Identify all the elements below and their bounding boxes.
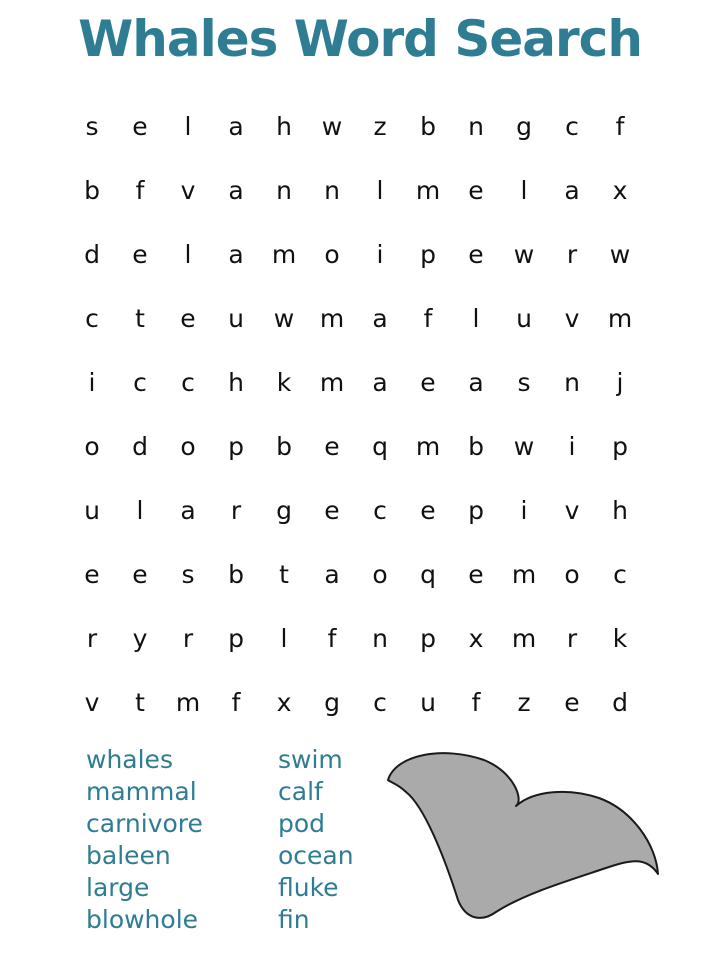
grid-letter-cell[interactable]: b bbox=[420, 111, 436, 141]
grid-letter-cell[interactable]: d bbox=[132, 431, 148, 461]
grid-letter-cell[interactable]: b bbox=[468, 431, 484, 461]
grid-letter-cell[interactable]: f bbox=[135, 175, 145, 205]
grid-letter-cell[interactable]: o bbox=[324, 239, 340, 269]
grid-letter-cell[interactable]: s bbox=[181, 559, 195, 589]
grid-letter-cell[interactable]: m bbox=[511, 559, 537, 589]
grid-letter-cell[interactable]: a bbox=[228, 239, 244, 269]
grid-letter-cell[interactable]: u bbox=[516, 303, 532, 333]
word-list-item: blowhole bbox=[86, 905, 199, 934]
word-list-item: large bbox=[86, 873, 150, 902]
word-list-item: fluke bbox=[278, 873, 339, 902]
grid-letter-cell[interactable]: f bbox=[423, 303, 433, 333]
grid-letter-cell[interactable]: r bbox=[230, 495, 242, 525]
grid-letter-cell[interactable]: a bbox=[372, 303, 388, 333]
grid-letter-cell[interactable]: r bbox=[182, 623, 194, 653]
grid-letter-cell[interactable]: c bbox=[373, 687, 387, 717]
fluke-shape bbox=[388, 753, 658, 918]
grid-letter-cell[interactable]: b bbox=[228, 559, 244, 589]
grid-letter-cell[interactable]: l bbox=[376, 175, 384, 205]
grid-letter-cell[interactable]: p bbox=[228, 623, 244, 653]
grid-letter-cell[interactable]: e bbox=[84, 559, 100, 589]
word-list-item: calf bbox=[278, 777, 323, 806]
grid-letter-cell[interactable]: n bbox=[276, 175, 292, 205]
grid-letter-cell[interactable]: w bbox=[513, 431, 535, 461]
grid-letter-cell[interactable]: u bbox=[228, 303, 244, 333]
grid-letter-cell[interactable]: k bbox=[612, 623, 628, 653]
grid-letter-cell[interactable]: c bbox=[181, 367, 195, 397]
grid-letter-cell[interactable]: v bbox=[180, 175, 196, 205]
grid-letter-cell[interactable]: h bbox=[276, 111, 292, 141]
grid-letter-cell[interactable]: l bbox=[472, 303, 480, 333]
grid-letter-cell[interactable]: i bbox=[88, 367, 96, 397]
word-list-item: pod bbox=[278, 809, 326, 838]
grid-letter-cell[interactable]: h bbox=[612, 495, 628, 525]
word-list-item: fin bbox=[278, 905, 310, 934]
grid-letter-cell[interactable]: c bbox=[565, 111, 579, 141]
grid-letter-cell[interactable]: i bbox=[520, 495, 528, 525]
grid-letter-cell[interactable]: r bbox=[566, 623, 578, 653]
grid-letter-cell[interactable]: l bbox=[136, 495, 144, 525]
grid-letter-cell[interactable]: d bbox=[612, 687, 628, 717]
page-title: Whales Word Search bbox=[78, 10, 642, 68]
grid-letter-cell[interactable]: l bbox=[184, 111, 192, 141]
word-list-item: mammal bbox=[86, 777, 197, 806]
grid-letter-cell[interactable]: s bbox=[517, 367, 531, 397]
grid-letter-cell[interactable]: n bbox=[564, 367, 580, 397]
grid-letter-cell[interactable]: m bbox=[319, 367, 345, 397]
grid-letter-cell[interactable]: n bbox=[324, 175, 340, 205]
grid-letter-cell[interactable]: e bbox=[420, 367, 436, 397]
grid-letter-cell[interactable]: c bbox=[613, 559, 627, 589]
grid-letter-cell[interactable]: e bbox=[324, 431, 340, 461]
grid-letter-cell[interactable]: e bbox=[468, 175, 484, 205]
grid-letter-cell[interactable]: e bbox=[180, 303, 196, 333]
grid-letter-cell[interactable]: z bbox=[373, 111, 387, 141]
grid-letter-cell[interactable]: n bbox=[468, 111, 484, 141]
grid-letter-cell[interactable]: z bbox=[517, 687, 531, 717]
grid-letter-cell[interactable]: w bbox=[609, 239, 631, 269]
grid-letter-cell[interactable]: m bbox=[271, 239, 297, 269]
grid-letter-cell[interactable]: g bbox=[324, 687, 340, 717]
grid-letter-cell[interactable]: f bbox=[615, 111, 625, 141]
grid-letter-cell[interactable]: t bbox=[135, 303, 145, 333]
grid-letter-cell[interactable]: u bbox=[420, 687, 436, 717]
grid-letter-cell[interactable]: m bbox=[415, 431, 441, 461]
grid-letter-cell[interactable]: w bbox=[321, 111, 343, 141]
grid-letter-cell[interactable]: t bbox=[279, 559, 289, 589]
grid-letter-cell[interactable]: r bbox=[566, 239, 578, 269]
grid-letter-cell[interactable]: o bbox=[372, 559, 388, 589]
grid-letter-cell[interactable]: w bbox=[273, 303, 295, 333]
grid-letter-cell[interactable]: l bbox=[520, 175, 528, 205]
word-list-item: ocean bbox=[278, 841, 354, 870]
grid-letter-cell[interactable]: f bbox=[231, 687, 241, 717]
grid-letter-cell[interactable]: e bbox=[468, 239, 484, 269]
grid-letter-cell[interactable]: e bbox=[132, 239, 148, 269]
grid-letter-cell[interactable]: r bbox=[86, 623, 98, 653]
grid-letter-cell[interactable]: e bbox=[420, 495, 436, 525]
grid-letter-cell[interactable]: o bbox=[84, 431, 100, 461]
grid-letter-cell[interactable]: l bbox=[280, 623, 288, 653]
grid-letter-cell[interactable]: w bbox=[513, 239, 535, 269]
word-list-item: carnivore bbox=[86, 809, 203, 838]
grid-letter-cell[interactable]: e bbox=[564, 687, 580, 717]
grid-letter-cell[interactable]: f bbox=[327, 623, 337, 653]
grid-letter-cell[interactable]: c bbox=[133, 367, 147, 397]
grid-letter-cell[interactable]: c bbox=[85, 303, 99, 333]
grid-letter-cell[interactable]: p bbox=[420, 239, 436, 269]
grid-letter-cell[interactable]: t bbox=[135, 687, 145, 717]
grid-letter-cell[interactable]: a bbox=[228, 175, 244, 205]
grid-letter-cell[interactable]: q bbox=[372, 431, 388, 461]
grid-letter-cell[interactable]: a bbox=[372, 367, 388, 397]
letter-grid[interactable] bbox=[68, 94, 644, 734]
grid-letter-cell[interactable]: h bbox=[228, 367, 244, 397]
grid-letter-cell[interactable]: x bbox=[612, 175, 628, 205]
grid-letter-cell[interactable]: e bbox=[468, 559, 484, 589]
grid-letter-cell[interactable]: b bbox=[84, 175, 100, 205]
grid-letter-cell[interactable]: e bbox=[324, 495, 340, 525]
grid-letter-cell[interactable]: q bbox=[420, 559, 436, 589]
grid-letter-cell[interactable]: m bbox=[175, 687, 201, 717]
grid-letter-cell[interactable]: k bbox=[276, 367, 292, 397]
grid-letter-cell[interactable]: v bbox=[564, 495, 580, 525]
grid-letter-cell[interactable]: p bbox=[468, 495, 484, 525]
word-list-column-2 bbox=[278, 744, 354, 936]
word-list-column-1 bbox=[86, 744, 203, 936]
word-list-item: swim bbox=[278, 745, 343, 774]
whale-tail-fluke-icon bbox=[384, 744, 674, 924]
grid-letter-cell[interactable]: g bbox=[276, 495, 292, 525]
grid-letter-cell[interactable]: a bbox=[468, 367, 484, 397]
grid-letter-cell[interactable]: a bbox=[228, 111, 244, 141]
grid-letter-cell[interactable]: m bbox=[511, 623, 537, 653]
word-list-item: baleen bbox=[86, 841, 171, 870]
grid-letter-cell[interactable]: y bbox=[132, 623, 148, 653]
grid-letter-cell[interactable]: j bbox=[616, 367, 624, 397]
word-list-item: whales bbox=[86, 745, 173, 774]
grid-letter-cell[interactable]: o bbox=[180, 431, 196, 461]
grid-letter-cell[interactable]: p bbox=[612, 431, 628, 461]
grid-letter-cell[interactable]: e bbox=[132, 111, 148, 141]
grid-letter-cell[interactable]: x bbox=[468, 623, 484, 653]
grid-letter-cell[interactable]: v bbox=[84, 687, 100, 717]
grid-letter-cell[interactable]: d bbox=[84, 239, 100, 269]
grid-letter-cell[interactable]: u bbox=[84, 495, 100, 525]
grid-letter-cell[interactable]: p bbox=[420, 623, 436, 653]
grid-letter-cell[interactable]: v bbox=[564, 303, 580, 333]
grid-letter-cell[interactable]: s bbox=[85, 111, 99, 141]
grid-letter-cell[interactable]: a bbox=[180, 495, 196, 525]
grid-letter-cell[interactable]: a bbox=[564, 175, 580, 205]
grid-letter-cell[interactable]: p bbox=[228, 431, 244, 461]
grid-letter-cell[interactable]: i bbox=[376, 239, 384, 269]
grid-letter-cell[interactable]: g bbox=[516, 111, 532, 141]
grid-letter-cell[interactable]: x bbox=[276, 687, 292, 717]
grid-letter-cell[interactable]: m bbox=[415, 175, 441, 205]
grid-letter-cell[interactable]: c bbox=[373, 495, 387, 525]
grid-letter-cell[interactable]: n bbox=[372, 623, 388, 653]
grid-letter-cell[interactable]: f bbox=[471, 687, 481, 717]
grid-letter-cell[interactable]: l bbox=[184, 239, 192, 269]
grid-letter-cell[interactable]: m bbox=[607, 303, 633, 333]
grid-letter-cell[interactable]: i bbox=[568, 431, 576, 461]
grid-letter-cell[interactable]: a bbox=[324, 559, 340, 589]
grid-letter-cell[interactable]: m bbox=[319, 303, 345, 333]
grid-letter-cell[interactable]: b bbox=[276, 431, 292, 461]
grid-letter-cell[interactable]: e bbox=[132, 559, 148, 589]
grid-letter-cell[interactable]: o bbox=[564, 559, 580, 589]
